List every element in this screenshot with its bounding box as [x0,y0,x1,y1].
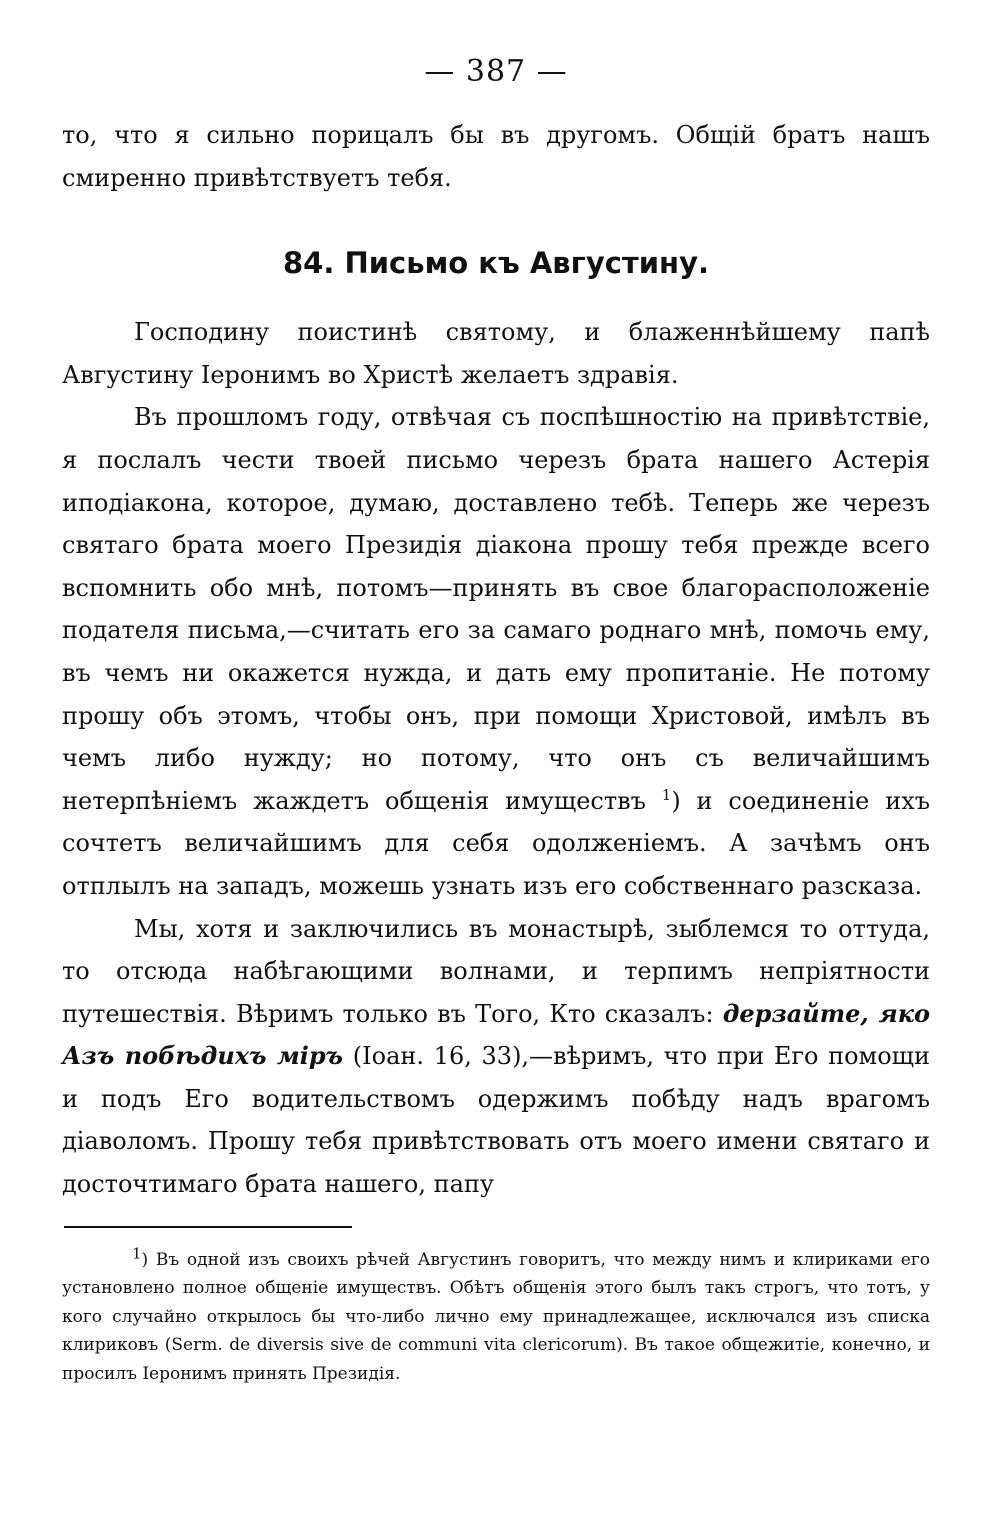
letter-heading: 84. Письмо къ Августину. [282,246,709,281]
body-paragraph-1 [62,396,930,907]
footnote-divider [64,1226,352,1228]
footnote-reference[interactable]: 1 [661,785,672,804]
footnote-text: ) Въ одной изъ своихъ рѣчей Августинъ говоритъ, что между нимъ и клириками его установлено полное общеніе имуществъ. Обѣтъ общенія этого былъ такъ строгъ, что тотъ, у кого случайно открылось бы что-либо лично ему принадлежащее, исключался изъ списка клириковъ (Serm. de diversis sive de communi vita clericorum). Въ такое общежитіе, конечно, и просилъ Іеронимъ принять Президія. [62,1249,930,1384]
scripture-quote: дерзайте, яко Азъ побѣдихъ міръ [62,998,931,1071]
footnote [62,1246,930,1389]
continuation-paragraph: то, что я сильно порицалъ бы въ другомъ. Общій братъ нашъ смиренно привѣтствуетъ тебя. [62,121,930,192]
body-paragraph-1-text-a: Въ прошломъ году, отвѣчая съ поспѣшностію на привѣтствіе, я послалъ чести твоей письмо черезъ брата нашего Астерія иподіакона, которое, думаю, доставлено тебѣ. Теперь же черезъ святаго брата моего Президія діакона прошу тебя прежде всего вспомнить обо мнѣ, потомъ—принять въ свое благорасположеніе подателя письма,—считать его за самаго роднаго мнѣ, помочь ему, въ чемъ ни окажется нужда, и дать ему пропитаніе. Не потому прошу объ этомъ, чтобы онъ, при помощи Христовой, имѣлъ въ чемъ либо нужду; но потому, что онъ съ величайшимъ нетерпѣніемъ жаждетъ общенія имуществъ [62,403,930,815]
body-paragraph-2-text-a: Мы, хотя и заключились въ монастырѣ, зыблемся то оттуда, то отсюда набѣгающими волнами, и терпимъ непріятности путешествія. Вѣримъ только въ Того, Кто сказалъ: [62,914,930,1028]
body-paragraph-2-text-b: (Іоан. 16, 33),—вѣримъ, что при Его помощи и подъ Его водительствомъ одержимъ побѣду надъ врагомъ діаволомъ. Прошу тебя привѣтствовать отъ моего имени святаго и досточтимаго брата нашего, папу [62,1042,930,1199]
page-number-text: — 387 — [424,54,568,89]
body-paragraph-2 [62,908,930,1206]
page-number [62,52,930,92]
page [62,52,930,1388]
footnote-marker: 1 [132,1244,142,1262]
salutation-paragraph: Господину поистинѣ святому, и блаженнѣйшему папѣ Августину Іеронимъ во Христѣ желаетъ здравія. [62,318,930,389]
body-paragraph-1-text-b: ) и соединеніе ихъ сочтетъ величайшимъ для себя одолженіемъ. А зачѣмъ онъ отплылъ на западъ, можешь узнать изъ его собственнаго разсказа. [62,786,930,900]
